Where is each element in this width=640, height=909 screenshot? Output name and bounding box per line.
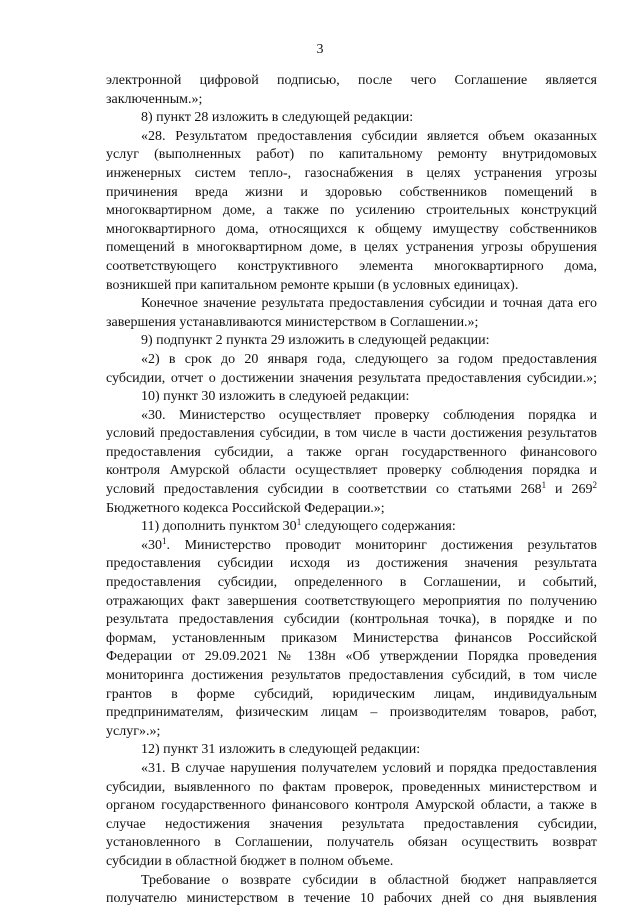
text-line bbox=[106, 91, 597, 110]
text-segment: . Министерство проводит мониторинг достижения результатов bbox=[166, 537, 597, 553]
text-segment: Федерации от 29.09.2021 № 138н «Об утверждении Порядка проведения bbox=[106, 649, 597, 665]
text-segment: Бюджетного кодекса Российской Федерации.»; bbox=[106, 500, 385, 516]
text-line bbox=[106, 537, 597, 556]
text-segment: органом государственного финансового контроля Амурской области, а также в bbox=[106, 798, 597, 814]
text-segment: 9) подпункт 2 пункта 29 изложить в следующей редакции: bbox=[141, 333, 490, 349]
text-segment: получателю министерством в течение 10 рабочих дней со дня выявления bbox=[106, 891, 597, 907]
text-segment: и 269 bbox=[546, 482, 593, 498]
text-segment: услуг (выполненных работ) по капитальному ремонту внутридомовых bbox=[106, 147, 597, 163]
text-line bbox=[106, 779, 597, 798]
text-segment: случае недостижения значения результата предоставления субсидии, bbox=[106, 816, 597, 832]
text-segment: грантов в форме субсидий, юридическим лицам, индивидуальным bbox=[106, 686, 597, 702]
text-segment: 8) пункт 28 изложить в следующей редакции: bbox=[141, 110, 414, 126]
text-line bbox=[106, 574, 597, 593]
text-line bbox=[106, 128, 597, 147]
text-segment: заключенным.»; bbox=[106, 91, 203, 107]
text-segment: формам, установленным приказом Министерства финансов Российской bbox=[106, 630, 597, 646]
text-line bbox=[106, 741, 597, 760]
text-line bbox=[106, 816, 597, 835]
text-line bbox=[106, 202, 597, 221]
text-segment: предоставления субсидии исходя из достижения значения результата bbox=[106, 556, 597, 572]
text-line bbox=[106, 481, 597, 500]
text-segment: мониторинга достижения результатов предоставления субсидий, в том числе bbox=[106, 668, 597, 683]
text-segment: «31. В случае нарушения получателем условий и порядка предоставления bbox=[141, 760, 597, 776]
text-line bbox=[106, 648, 597, 667]
text-segment: инженерных систем тепло-, газоснабжения в целях устранения угрозы bbox=[106, 165, 597, 181]
page-number: 3 bbox=[316, 42, 324, 57]
document-body bbox=[106, 72, 597, 909]
text-line bbox=[106, 500, 597, 519]
text-segment: результата предоставления субсидии (контрольная точка), в порядке и по bbox=[106, 612, 597, 628]
text-segment: предпринимателям, физическим лицам – производителям товаров, работ, bbox=[106, 705, 597, 721]
text-line bbox=[106, 593, 597, 612]
text-line bbox=[106, 184, 597, 203]
superscript: 2 bbox=[592, 480, 597, 491]
text-line bbox=[106, 760, 597, 779]
text-segment: отражающих факт завершения соответствующего мероприятия по получению bbox=[106, 593, 597, 609]
text-segment: причинения вреда жизни и здоровью собственников помещений в bbox=[106, 184, 597, 200]
text-segment: условий предоставления субсидии, в том числе в части достижения результатов bbox=[106, 426, 597, 442]
text-line bbox=[106, 797, 597, 816]
superscript: 1 bbox=[541, 480, 547, 491]
text-segment: следующего содержания: bbox=[301, 519, 456, 535]
text-segment: «28. Результатом предоставления субсидии является объем оказанных bbox=[141, 128, 597, 144]
superscript: 1 bbox=[296, 517, 302, 528]
text-line bbox=[106, 332, 597, 351]
text-line bbox=[106, 72, 597, 91]
text-line bbox=[106, 295, 597, 314]
text-line bbox=[106, 444, 597, 463]
text-segment: субсидии в областной бюджет в полном объеме. bbox=[106, 853, 394, 869]
text-line bbox=[106, 425, 597, 444]
text-segment: «2) в срок до 20 января года, следующего за годом предоставления bbox=[141, 351, 597, 367]
text-line bbox=[106, 277, 597, 296]
text-line bbox=[106, 109, 597, 128]
text-line bbox=[106, 611, 597, 630]
text-segment: «30. Министерство осуществляет проверку соблюдения порядка и bbox=[141, 407, 597, 423]
text-segment: Конечное значение результата предоставления субсидии и точная дата его bbox=[141, 296, 597, 312]
text-segment: условий предоставления субсидии в соответствии со статьями 268 bbox=[106, 482, 542, 498]
text-line bbox=[106, 723, 597, 742]
text-segment: многоквартирного дома, относящихся к общему имуществу собственников bbox=[106, 221, 597, 237]
text-line bbox=[106, 165, 597, 184]
text-segment: Требование о возврате субсидии в областной бюджет направляется bbox=[141, 872, 597, 888]
text-segment: 10) пункт 30 изложить в следуюей редакции: bbox=[141, 389, 410, 405]
text-line bbox=[106, 890, 597, 909]
text-segment: субсидии, выявленного по фактам проверок, проведенных министерством и bbox=[106, 779, 597, 795]
text-segment: электронной цифровой подписью, после чего Соглашение является bbox=[106, 73, 597, 88]
text-segment: многоквартирном доме, а также по усилению строительных конструкций bbox=[106, 203, 597, 219]
text-line bbox=[106, 667, 597, 686]
text-segment: предоставления субсидии, определенного в Соглашении, и событий, bbox=[106, 575, 597, 591]
text-line bbox=[106, 407, 597, 426]
text-line bbox=[106, 555, 597, 574]
text-line bbox=[106, 462, 597, 481]
text-line bbox=[106, 258, 597, 277]
text-line bbox=[106, 853, 597, 872]
text-segment: предоставления субсидии, а также орган государственного финансового bbox=[106, 444, 597, 460]
text-segment: соответствующего конструктивного элемента многоквартирного дома, bbox=[106, 258, 597, 274]
text-segment: контроля Амурской области осуществляет проверку соблюдения порядка и bbox=[106, 463, 597, 479]
text-segment: возникшей при капитальном ремонте крыши (в условных единицах). bbox=[106, 277, 519, 293]
text-line bbox=[106, 686, 597, 705]
text-segment: помещений в многоквартирном доме, в целях устранения угрозы обрушения bbox=[106, 240, 597, 256]
text-line bbox=[106, 314, 597, 333]
text-line bbox=[106, 370, 597, 389]
text-segment: субсидии, отчет о достижении значения результата предоставления субсидии.»; bbox=[106, 370, 597, 386]
text-line bbox=[106, 239, 597, 258]
text-line bbox=[106, 872, 597, 891]
text-segment: завершения устанавливаются министерством в Соглашении.»; bbox=[106, 314, 479, 330]
text-line bbox=[106, 630, 597, 649]
text-segment: «30 bbox=[141, 537, 162, 553]
text-line bbox=[106, 221, 597, 240]
text-line bbox=[106, 351, 597, 370]
text-line bbox=[106, 518, 597, 537]
text-segment: 11) дополнить пунктом 30 bbox=[141, 519, 297, 535]
text-segment: услуг».»; bbox=[106, 723, 161, 739]
text-segment: 12) пункт 31 изложить в следующей редакции: bbox=[141, 742, 421, 758]
text-line bbox=[106, 388, 597, 407]
text-line bbox=[106, 146, 597, 165]
text-segment: установленного в Соглашении, получатель обязан осуществить возврат bbox=[106, 835, 597, 851]
text-line bbox=[106, 834, 597, 853]
text-line bbox=[106, 704, 597, 723]
superscript: 1 bbox=[162, 535, 167, 546]
